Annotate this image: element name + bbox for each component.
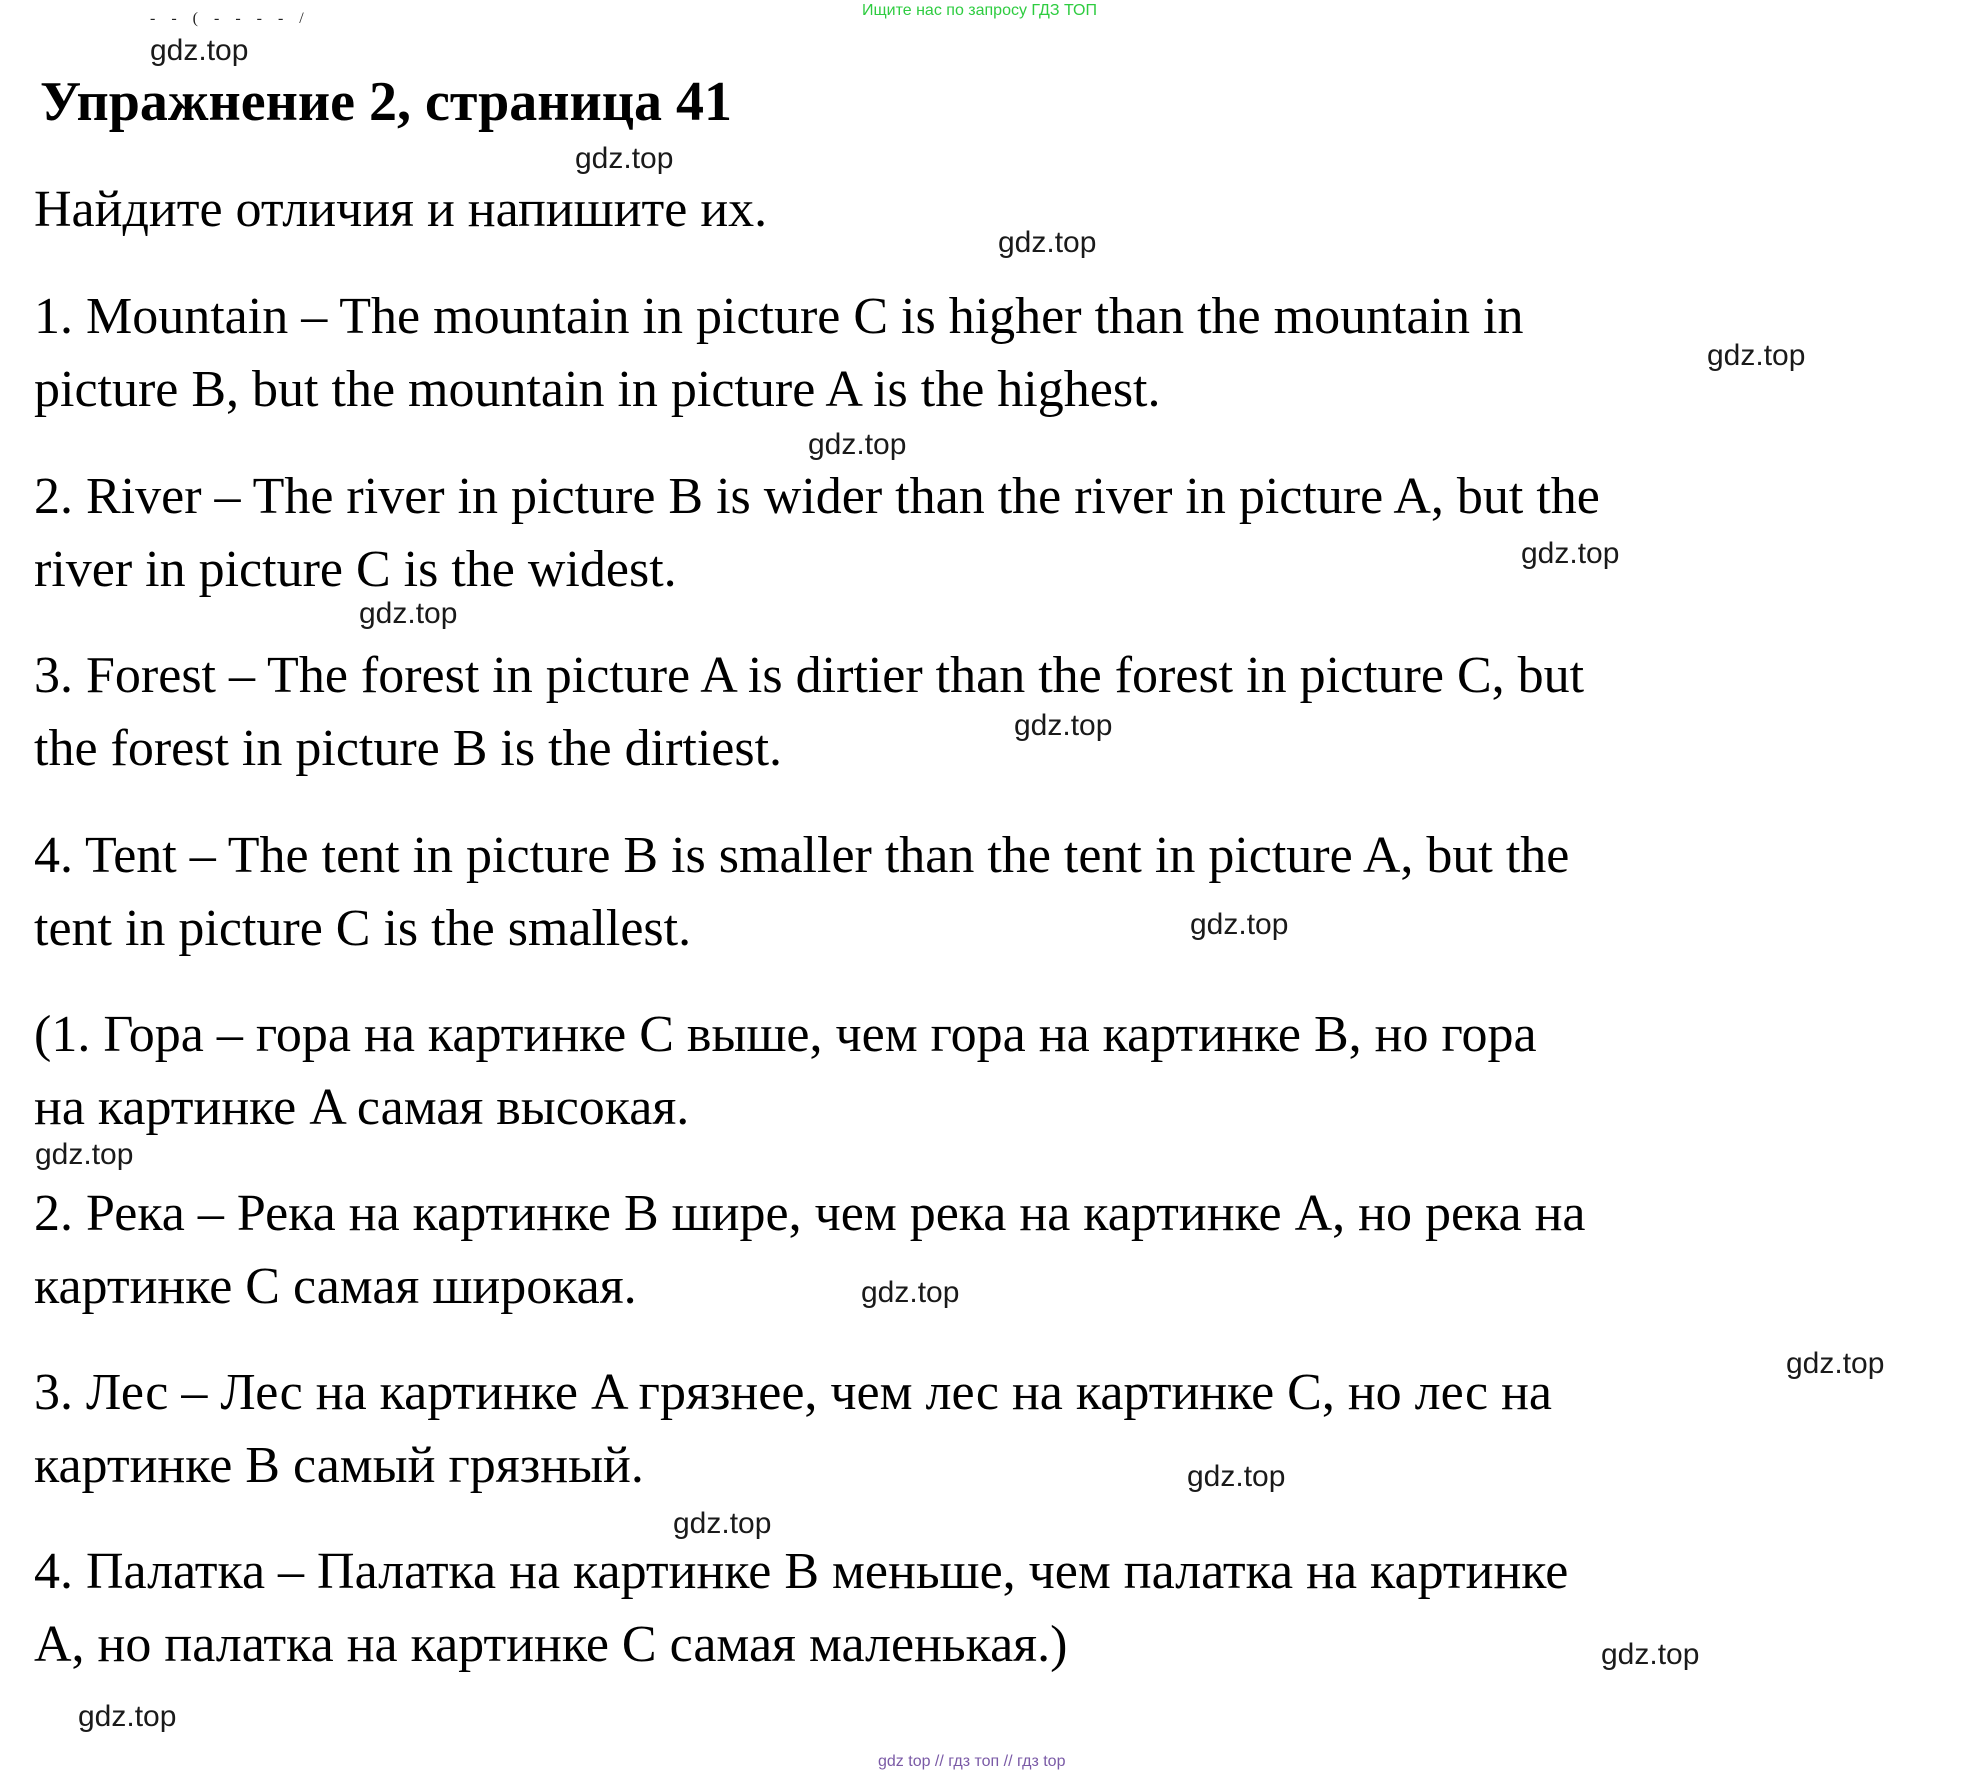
answer-line: 3. Forest – The forest in picture A is dirtier than the forest in picture C, but — [34, 647, 1585, 704]
answer-line: 3. Лес – Лес на картинке A грязнее, чем лес на картинке C, но лес на — [34, 1364, 1552, 1421]
answer-line: tent in picture C is the smallest. — [34, 900, 692, 957]
answer-line: 4. Tent – The tent in picture B is smaller than the tent in picture A, but the — [34, 827, 1570, 884]
answer-line: (1. Гора – гора на картинке C выше, чем гора на картинке B, но гора — [34, 1006, 1537, 1063]
answer-line: river in picture C is the widest. — [34, 541, 677, 598]
answer-line: 2. River – The river in picture B is wider than the river in picture A, but the — [34, 468, 1600, 525]
watermark: gdz.top — [78, 1700, 177, 1733]
top-scribble: - - ( - - - - / — [150, 10, 310, 27]
answer-line: 2. Река – Река на картинке B шире, чем река на картинке A, но река на — [34, 1185, 1586, 1242]
watermark: gdz.top — [1601, 1638, 1700, 1671]
answer-line: картинке C самая широкая. — [34, 1258, 637, 1315]
watermark: gdz.top — [808, 428, 907, 461]
answer-line: 1. Mountain – The mountain in picture C is higher than the mountain in — [34, 288, 1524, 345]
top-banner: Ищите нас по запросу ГДЗ ТОП — [862, 2, 1097, 19]
answer-line: на картинке A самая высокая. — [34, 1079, 690, 1136]
watermark: gdz.top — [1187, 1460, 1286, 1493]
page-title: Упражнение 2, страница 41 — [40, 71, 733, 133]
answer-line: picture B, but the mountain in picture A is the highest. — [34, 361, 1161, 418]
watermark: gdz.top — [150, 34, 249, 67]
watermark: gdz.top — [673, 1507, 772, 1540]
answer-line: A, но палатка на картинке C самая маленькая.) — [34, 1616, 1068, 1673]
watermark: gdz.top — [35, 1138, 134, 1171]
watermark: gdz.top — [1014, 709, 1113, 742]
watermark: gdz.top — [998, 226, 1097, 259]
watermark: gdz.top — [1786, 1347, 1885, 1380]
answer-line: 4. Палатка – Палатка на картинке B меньше, чем палатка на картинке — [34, 1543, 1569, 1600]
answer-line: the forest in picture B is the dirtiest. — [34, 720, 783, 777]
watermark: gdz.top — [359, 597, 458, 630]
watermark: gdz.top — [1190, 908, 1289, 941]
watermark: gdz.top — [861, 1276, 960, 1309]
instruction: Найдите отличия и напишите их. — [34, 181, 768, 238]
watermark: gdz.top — [1521, 537, 1620, 570]
answer-line: картинке B самый грязный. — [34, 1437, 644, 1494]
watermark: gdz.top — [1707, 339, 1806, 372]
bottom-banner: gdz top // гдз топ // гдз top — [878, 1753, 1066, 1770]
watermark: gdz.top — [575, 142, 674, 175]
